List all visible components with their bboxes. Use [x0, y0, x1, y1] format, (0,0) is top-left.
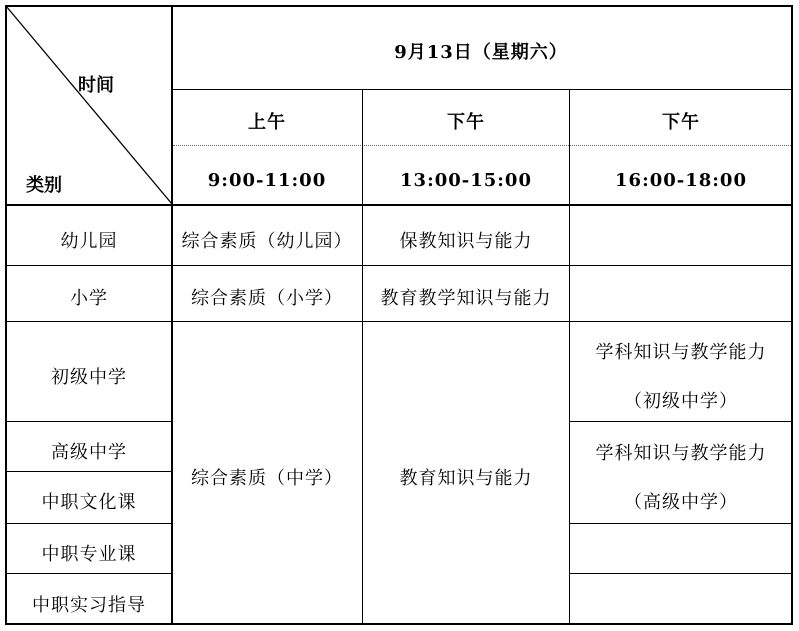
subject-kindergarten-morning: 综合素质（幼儿园）	[181, 231, 353, 252]
category-senior-middle: 高级中学	[51, 442, 127, 463]
category-vocational-practice: 中职实习指导	[32, 595, 146, 616]
header-period-divider	[173, 145, 791, 146]
subject-senior-line-1: 学科知识与教学能力	[595, 443, 767, 464]
corner-time-label: 时间	[78, 75, 114, 96]
category-vocational-professional: 中职专业课	[41, 544, 137, 565]
row-line-6a	[6, 573, 172, 574]
row-line-4	[6, 471, 172, 472]
row-line-1	[6, 265, 792, 266]
category-vocational-culture: 中职文化课	[41, 492, 137, 513]
subject-senior-line-2: （高级中学）	[624, 492, 738, 513]
category-primary: 小学	[70, 288, 108, 309]
period-label-3: 下午	[662, 112, 700, 133]
subject-secondary-morning: 综合素质（中学）	[191, 468, 343, 489]
row-line-6b	[570, 573, 792, 574]
subject-junior-line-1: 学科知识与教学能力	[595, 342, 767, 363]
exam-date: 9月13日（星期六）	[394, 42, 568, 63]
header-date-divider	[172, 89, 792, 90]
subject-kindergarten-afternoon: 保教知识与能力	[399, 231, 533, 252]
border-left	[5, 5, 7, 625]
subject-primary-afternoon: 教育教学知识与能力	[380, 288, 552, 309]
col-divider-1	[171, 5, 173, 625]
corner-category-label: 类别	[26, 175, 62, 196]
period-time-3: 16:00-18:00	[615, 170, 747, 191]
row-line-5b	[570, 523, 792, 524]
border-top	[5, 5, 793, 7]
border-bottom	[5, 623, 793, 625]
row-line-3b	[570, 421, 792, 422]
subject-junior-line-2: （初级中学）	[624, 391, 738, 412]
row-line-2	[6, 321, 792, 322]
subject-secondary-afternoon: 教育知识与能力	[399, 468, 533, 489]
period-label-2: 下午	[447, 112, 485, 133]
period-time-2: 13:00-15:00	[400, 170, 532, 191]
border-right	[791, 5, 793, 625]
category-kindergarten: 幼儿园	[60, 231, 118, 252]
header-bottom-line	[5, 204, 793, 206]
col-divider-3	[569, 89, 570, 624]
col-divider-2	[362, 89, 363, 624]
category-junior-middle: 初级中学	[51, 367, 127, 388]
period-time-1: 9:00-11:00	[207, 170, 327, 191]
row-line-3a	[6, 421, 172, 422]
period-label-1: 上午	[248, 112, 286, 133]
row-line-5a	[6, 523, 172, 524]
subject-primary-morning: 综合素质（小学）	[191, 288, 343, 309]
